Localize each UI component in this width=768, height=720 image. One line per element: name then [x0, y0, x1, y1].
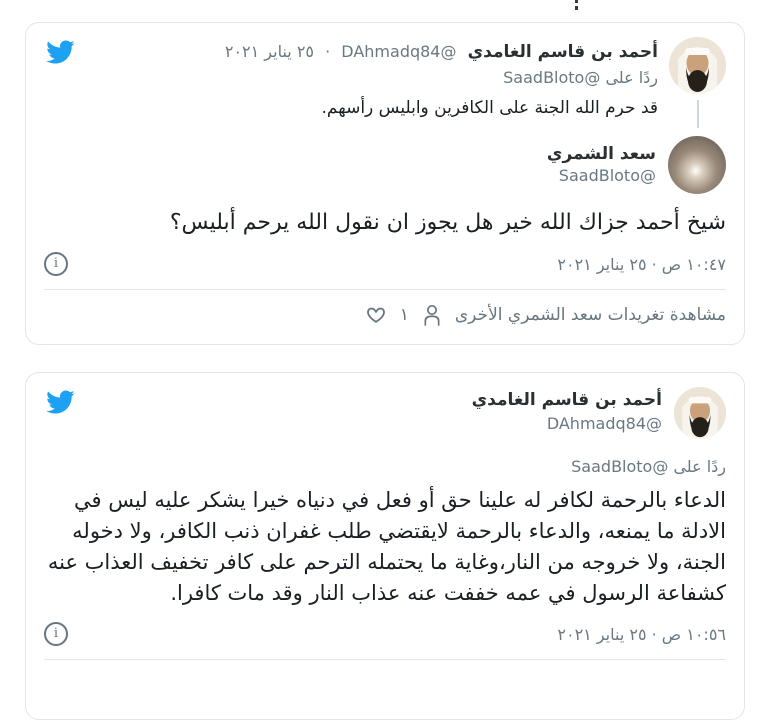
tweet-timestamp[interactable]: ١٠:٥٦ ص · ٢٥ يناير ٢٠٢١: [557, 624, 726, 644]
author-handle[interactable]: @DAhmadq84: [546, 414, 662, 433]
person-icon[interactable]: [422, 304, 442, 326]
reply-to-handle[interactable]: @SaadBloto: [571, 457, 669, 476]
author-avatar[interactable]: [674, 387, 726, 439]
reply-to-handle[interactable]: @SaadBloto: [503, 68, 601, 87]
thread-line: [697, 100, 699, 128]
reply-context: [44, 67, 658, 89]
author-avatar[interactable]: [669, 37, 726, 94]
quoted-author-handle[interactable]: @SaadBloto: [558, 166, 656, 185]
tweet-card-2: [25, 372, 745, 720]
divider: [44, 659, 726, 660]
tweet-card-1: [25, 22, 745, 345]
tweet-text: الدعاء بالرحمة لكافر له علينا حق أو فعل في دنياه خيرا يشكر عليه ليس في الادلة ما يمنعه، والدعاء بالرحمة لايقتضي طلب غفران ذنب الكافر، ولا دخوله الجنة، ولا خروجه من النار،وغاية ما يحتمله الترحم على كافر تخفيف العذاب عنه كشفاعة الرسول في عمه خففت عنه عذاب النار وقد مات كافرا.: [47, 488, 726, 605]
tweet-text: شيخ أحمد جزاك الله خير هل يجوز ان نقول الله يرحم أبليس؟: [169, 210, 726, 235]
reply-prefix: ردًا على: [605, 68, 658, 87]
parent-tweet-text: قد حرم الله الجنة على الكافرين وابليس رأسهم.: [321, 98, 658, 118]
reply-context: [44, 456, 726, 478]
heart-icon: [364, 303, 388, 327]
twitter-logo-icon[interactable]: [42, 387, 78, 417]
twitter-logo-icon[interactable]: [42, 37, 78, 67]
info-icon[interactable]: i: [44, 252, 68, 276]
tweet-header: [44, 40, 658, 64]
author-handle[interactable]: @DAhmadq84: [341, 42, 457, 61]
info-icon[interactable]: i: [44, 622, 68, 646]
author-name[interactable]: أحمد بن قاسم الغامدي: [471, 390, 662, 410]
quoted-author-name[interactable]: سعد الشمري: [546, 144, 656, 164]
view-more-tweets-link[interactable]: مشاهدة تغريدات سعد الشمري الأخرى: [454, 305, 726, 325]
like-count[interactable]: ١: [399, 305, 409, 325]
tweet-timestamp[interactable]: ١٠:٤٧ ص · ٢٥ يناير ٢٠٢١: [557, 254, 726, 274]
cropped-content-artifact: [575, 0, 578, 10]
quoted-author-avatar[interactable]: [668, 136, 726, 194]
tweet-date[interactable]: ٢٥ يناير ٢٠٢١: [224, 42, 315, 61]
reply-prefix: ردًا على: [673, 457, 726, 476]
like-button[interactable]: [364, 303, 409, 327]
header-separator: ·: [325, 42, 331, 61]
author-name[interactable]: أحمد بن قاسم الغامدي: [467, 42, 658, 62]
divider: [44, 289, 726, 290]
